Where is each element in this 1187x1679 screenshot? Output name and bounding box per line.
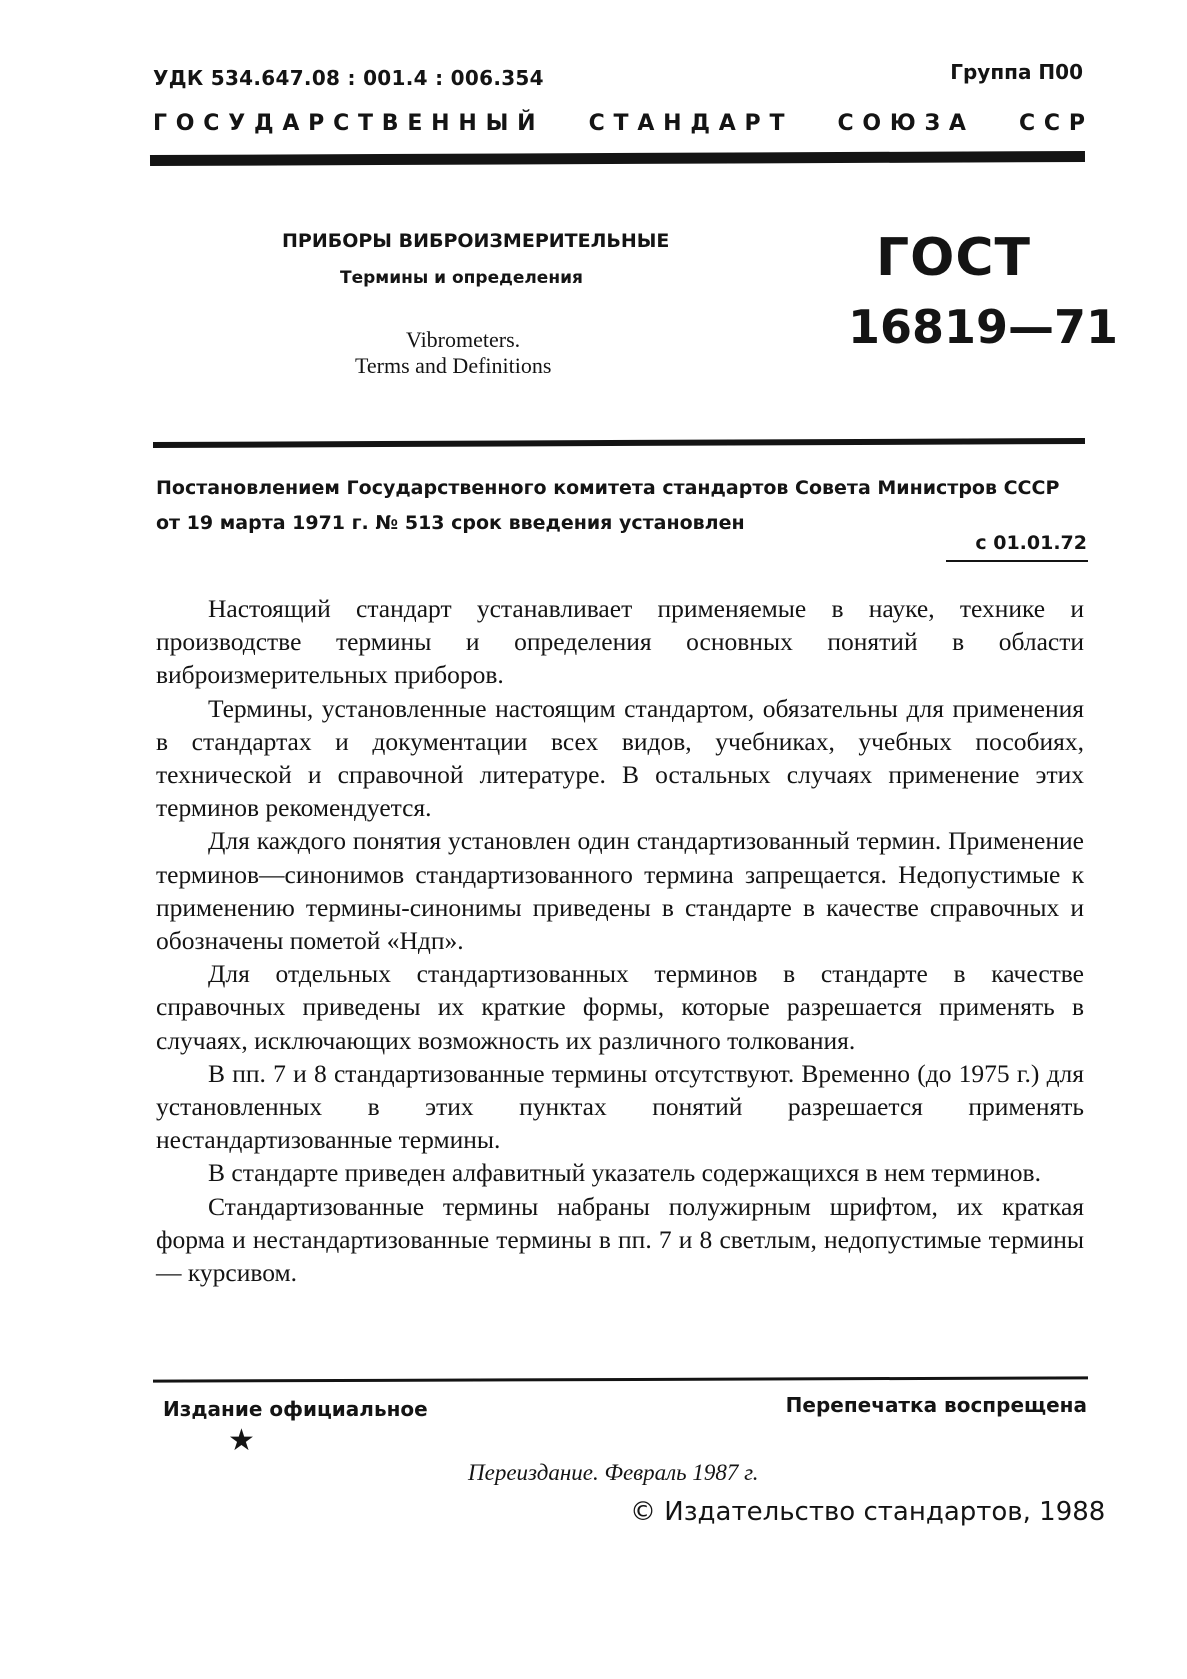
heading-word: Г О С У Д А Р С Т В Е Н Н Ы Й xyxy=(153,111,536,136)
bottom-rule xyxy=(153,1376,1088,1382)
reprint-ban-label: Перепечатка воспрещена xyxy=(785,1393,1087,1417)
paragraph: Термины, установленные настоящим стандартом, обязательны для применения в стандартах и документации всех видов, учебниках, учебных пособиях, технической и справочной литературе. В остальных случаях применение этих терминов рекомендуется. xyxy=(156,693,1084,823)
official-edition-label: Издание официальное xyxy=(163,1397,428,1421)
paragraph: В пп. 7 и 8 стандартизованные термины отсутствуют. Временно (до 1975 г.) для установленных в этих пунктах понятий разрешается применять нестандартизованные термины. xyxy=(156,1058,1084,1155)
decree-line-2: от 19 марта 1971 г. № 513 срок введения установлен xyxy=(156,512,745,534)
paragraph: В стандарте приведен алфавитный указатель содержащихся в нем терминов. xyxy=(208,1158,1041,1188)
gost-number: 16819—71 xyxy=(848,300,1119,354)
paragraph: Стандартизованные термины набраны полужирным шрифтом, их краткая форма и нестандартизованные термины в пп. 7 и 8 светлым, недопустимые термины — курсивом. xyxy=(156,1191,1084,1288)
copyright-line: © Издательство стандартов, 1988 xyxy=(630,1497,1106,1527)
body-text xyxy=(156,592,1084,1289)
title-english-line2: Terms and Definitions xyxy=(355,353,552,378)
title-english-line1: Vibrometers. xyxy=(406,327,521,352)
top-rule xyxy=(150,151,1085,166)
paragraph: Для отдельных стандартизованных терминов в стандарте в качестве справочных приведены их краткие формы, которые разрешается применять в случаях, исключающих возможность их различного толкования. xyxy=(156,959,1084,1055)
document-title: ПРИБОРЫ ВИБРОИЗМЕРИТЕЛЬНЫЕ xyxy=(282,230,670,252)
middle-rule xyxy=(153,438,1085,448)
state-standard-heading xyxy=(153,111,1085,136)
gost-label: ГОСТ xyxy=(876,228,1031,288)
heading-word: С Т А Н Д А Р Т xyxy=(588,111,785,136)
heading-word: С О Ю З А xyxy=(837,111,966,136)
decree-line-1: Постановлением Государственного комитета стандартов Совета Министров СССР xyxy=(156,477,1060,499)
paragraph: Для каждого понятия установлен один стандартизованный термин. Применение терминов—синонимов стандартизованного термина запрещается. Недопустимые к применению термины-синонимы приведены в стандарте в качестве справочных и обозначены пометой «Ндп». xyxy=(156,826,1084,956)
document-subtitle: Термины и определения xyxy=(340,268,583,288)
heading-word: С С Р xyxy=(1018,111,1085,136)
paragraph: Настоящий стандарт устанавливает применяемые в науке, технике и производстве термины и определения основных понятий в области виброизмерительных приборов. xyxy=(156,594,1084,690)
effective-date-underline xyxy=(946,560,1088,562)
group-code: Группа П00 xyxy=(950,60,1083,84)
udc-code: УДК 534.647.08 : 001.4 : 006.354 xyxy=(153,66,544,90)
effective-date: с 01.01.72 xyxy=(975,532,1087,554)
star-icon: ★ xyxy=(228,1424,255,1457)
reissue-note: Переиздание. Февраль 1987 г. xyxy=(468,1460,759,1485)
